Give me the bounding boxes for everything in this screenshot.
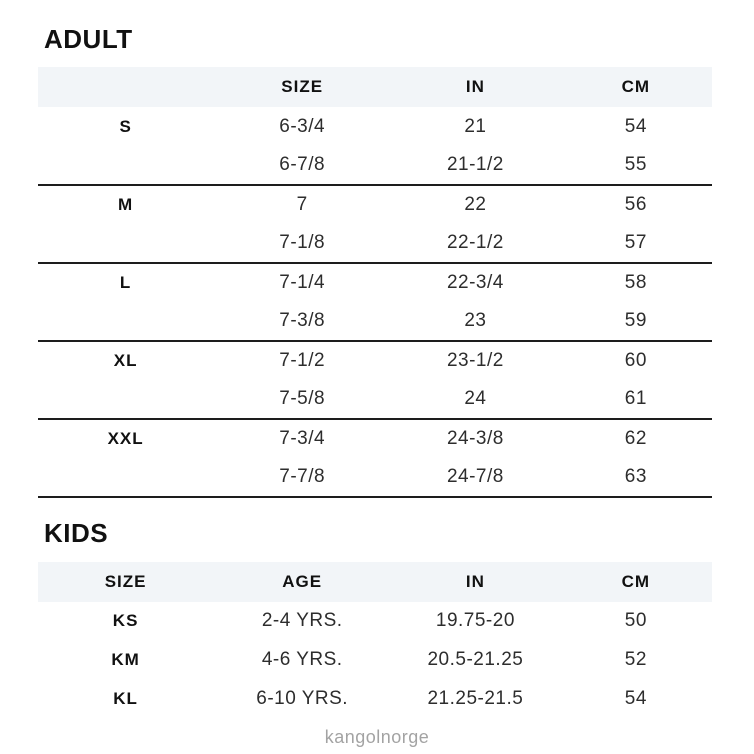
size-group-label-empty xyxy=(38,224,213,263)
in-cell: 21-1/2 xyxy=(391,146,560,185)
cm-cell: 59 xyxy=(560,302,712,341)
cm-cell: 52 xyxy=(624,649,647,671)
in-cell: 22-3/4 xyxy=(446,272,504,294)
in-cell: 22 xyxy=(464,194,487,216)
table-row xyxy=(38,380,712,419)
table-row xyxy=(38,185,712,224)
size-group-label-empty xyxy=(38,458,213,497)
table-row xyxy=(38,107,712,146)
cm-cell: 58 xyxy=(624,272,647,294)
cm-cell: 56 xyxy=(624,194,647,216)
cm-cell: 55 xyxy=(560,146,712,185)
cm-cell: 61 xyxy=(560,380,712,419)
adult-header-cm: CM xyxy=(560,67,712,107)
adult-header-size: SIZE xyxy=(213,67,391,107)
size-group-label: L xyxy=(119,273,132,293)
cm-cell: 63 xyxy=(560,458,712,497)
table-row xyxy=(38,680,712,719)
adult-section-title: ADULT xyxy=(44,24,133,54)
adult-size-table xyxy=(38,67,712,498)
table-row xyxy=(38,419,712,458)
table-row xyxy=(38,263,712,302)
in-cell: 23-1/2 xyxy=(446,350,504,372)
size-group-label-empty xyxy=(38,302,213,341)
age-cell: 6-10 YRS. xyxy=(256,688,349,710)
size-cell: 7-1/8 xyxy=(213,224,391,263)
cm-cell: 50 xyxy=(624,610,647,632)
size-cell: 7-3/4 xyxy=(279,428,326,450)
size-group-label: XL xyxy=(113,351,138,371)
in-cell: 24-7/8 xyxy=(391,458,560,497)
kids-size-label: KL xyxy=(113,689,138,709)
adult-header-row xyxy=(38,67,712,107)
age-cell: 2-4 YRS. xyxy=(261,610,343,632)
in-cell: 20.5-21.25 xyxy=(427,649,524,671)
table-row xyxy=(38,341,712,380)
in-cell: 24 xyxy=(391,380,560,419)
age-cell: 4-6 YRS. xyxy=(261,649,343,671)
kids-header-age: AGE xyxy=(213,562,391,602)
kids-header-row xyxy=(38,562,712,602)
size-cell: 7-3/8 xyxy=(213,302,391,341)
size-cell: 7-1/2 xyxy=(279,350,326,372)
size-group-label-empty xyxy=(38,380,213,419)
cm-cell: 54 xyxy=(624,688,647,710)
size-cell: 6-3/4 xyxy=(279,115,326,137)
kids-section-title: KIDS xyxy=(44,518,109,549)
size-cell: 6-7/8 xyxy=(213,146,391,185)
footer xyxy=(0,727,754,748)
cm-cell: 54 xyxy=(624,115,647,137)
brand-watermark: kangolnorge xyxy=(324,726,430,747)
in-cell: 23 xyxy=(391,302,560,341)
table-row xyxy=(38,458,712,497)
in-cell: 24-3/8 xyxy=(446,428,504,450)
kids-header-cm: CM xyxy=(560,562,712,602)
in-cell: 22-1/2 xyxy=(391,224,560,263)
kids-size-label: KM xyxy=(111,650,140,670)
in-cell: 21.25-21.5 xyxy=(427,688,524,710)
kids-header-size: SIZE xyxy=(38,562,213,602)
table-row xyxy=(38,146,712,185)
table-row xyxy=(38,602,712,641)
cm-cell: 62 xyxy=(624,428,647,450)
kids-size-table xyxy=(38,562,712,719)
kids-header-in: IN xyxy=(391,562,560,602)
cm-cell: 57 xyxy=(560,224,712,263)
size-group-label-empty xyxy=(38,146,213,185)
kids-size-label: KS xyxy=(112,611,139,631)
cm-cell: 60 xyxy=(624,350,647,372)
size-cell: 7-1/4 xyxy=(279,272,326,294)
size-cell: 7 xyxy=(296,194,308,216)
size-cell: 7-7/8 xyxy=(213,458,391,497)
table-row xyxy=(38,302,712,341)
in-cell: 21 xyxy=(464,115,487,137)
in-cell: 19.75-20 xyxy=(435,610,515,632)
table-row xyxy=(38,224,712,263)
size-cell: 7-5/8 xyxy=(213,380,391,419)
size-group-label: S xyxy=(119,116,132,136)
adult-header-empty xyxy=(38,67,213,107)
table-row xyxy=(38,641,712,680)
size-group-label: XXL xyxy=(107,429,144,449)
adult-header-in: IN xyxy=(391,67,560,107)
size-group-label: M xyxy=(118,195,134,215)
